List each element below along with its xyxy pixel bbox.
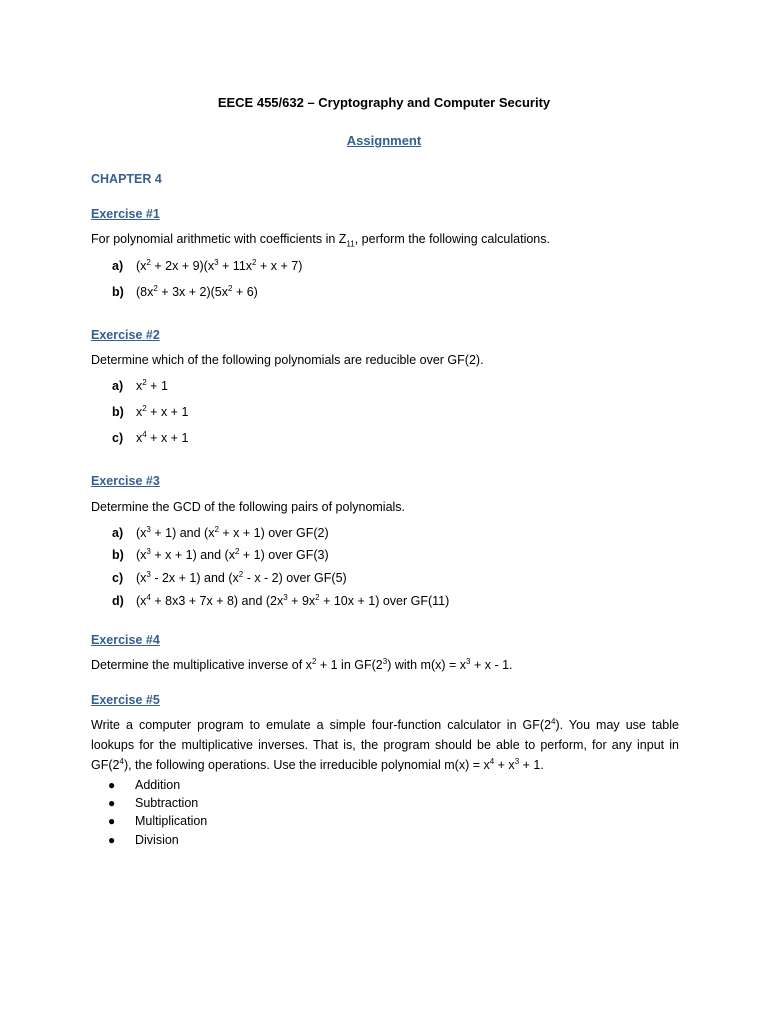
- exercise-5-heading: Exercise #5: [91, 693, 160, 707]
- exercise-3-item-a: a) $(x^3 + 1)$ and $(x^2 + x + 1)$ over GF(2): [112, 524, 329, 540]
- exercise-2-item-c: c) $x^4 + x + 1$: [112, 429, 189, 445]
- document-title: EECE 455/632 – Cryptography and Computer Security: [217, 95, 551, 110]
- exercise-1-item-a: a) $(x^2 + 2x + 9)(x^3 + 11x^2 + x + 7)$: [112, 257, 303, 273]
- chapter-heading: CHAPTER 4: [91, 172, 162, 186]
- exercise-1-intro: For polynomial arithmetic with coefficients in $Z_{11}$, perform the following calculations.: [91, 232, 550, 249]
- exercise-5-text: Write a computer program to emulate a simple four-function calculator in $GF(2^4)$. You may use table lookups for the multiplicative inverses. That is, the program should be able to perform, for any input in $GF(2^4)$, the following operations. Use the irreducible polynomial $m(x) = x^4 + x^3 + 1$.: [91, 716, 679, 772]
- exercise-2-heading: Exercise #2: [91, 328, 160, 342]
- exercise-1-item-b: b) $(8x^2 + 3x + 2)(5x^2 + 6)$: [112, 283, 258, 299]
- exercise-3-item-d: d) $(x^4 + 8x3 + 7x + 8)$ and $(2x^3 + 9x^2 + 10x + 1)$ over GF(11): [112, 592, 450, 608]
- exercise-5-bullet: ● Subtraction: [108, 796, 199, 810]
- exercise-3-heading: Exercise #3: [91, 474, 160, 488]
- exercise-5-bullet: ● Multiplication: [108, 814, 208, 828]
- exercise-3-item-b: b) $(x^3 + x + 1)$ and $(x^2 + 1)$ over GF(3): [112, 546, 329, 562]
- exercise-3-item-c: c) $(x^3 - 2x + 1)$ and ($x^2$ - x - 2) over GF(5): [112, 569, 347, 585]
- assignment-heading: Assignment: [346, 133, 422, 148]
- exercise-4-heading: Exercise #4: [91, 633, 160, 647]
- exercise-2-item-a: a) $x^2 + 1$: [112, 377, 168, 393]
- exercise-1-heading: Exercise #1: [91, 207, 160, 221]
- exercise-5-bullet: ● Addition: [108, 778, 181, 792]
- exercise-4-text: Determine the multiplicative inverse of $x^2 + 1$ in $GF(2^3)$ with $m(x) = x^3 + x - 1$.: [91, 656, 513, 672]
- exercise-2-intro: Determine which of the following polynomials are reducible over GF(2).: [91, 353, 484, 367]
- exercise-2-item-b: b) $x^2 + x + 1$: [112, 403, 189, 419]
- exercise-5-bullet: ● Division: [108, 833, 179, 847]
- exercise-3-intro: Determine the GCD of the following pairs of polynomials.: [91, 500, 406, 514]
